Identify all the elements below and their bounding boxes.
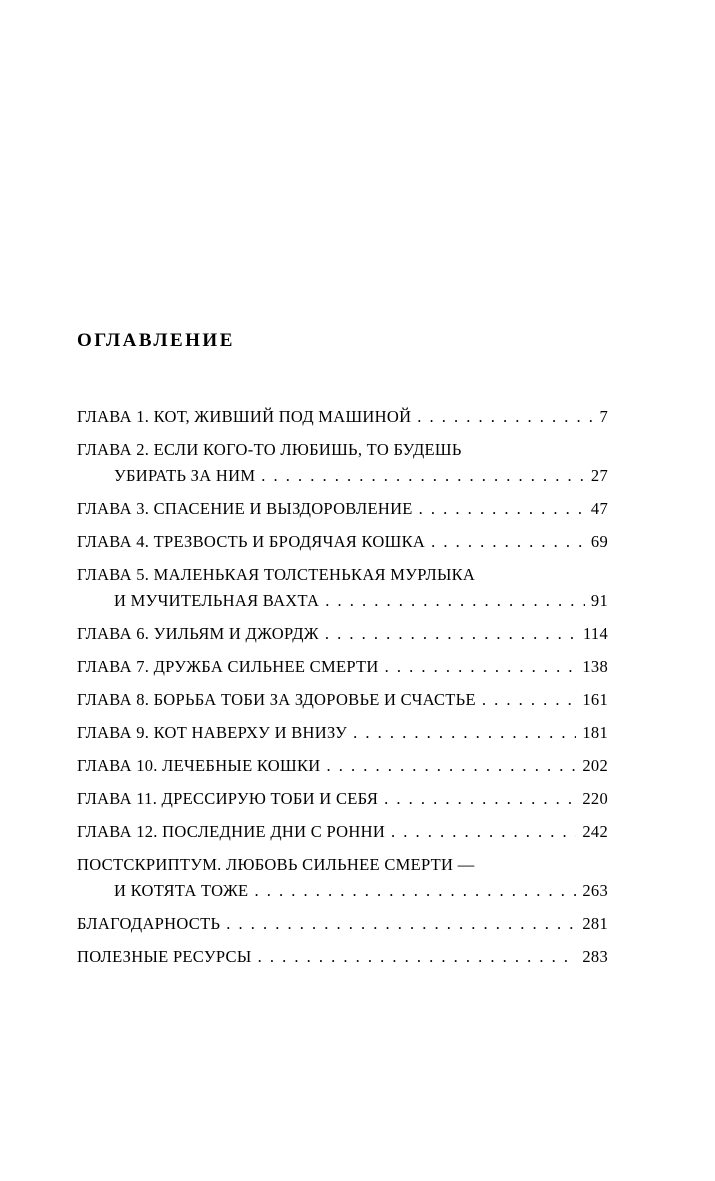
toc-entry-label: ГЛАВА 10. ЛЕЧЕБНЫЕ КОШКИ: [77, 756, 321, 775]
toc-entry[interactable]: [77, 852, 608, 904]
toc-entry-label: ГЛАВА 12. ПОСЛЕДНИЕ ДНИ С РОННИ: [77, 822, 386, 841]
toc-entry-page-number: 283: [582, 947, 608, 966]
toc-entry-label: БЛАГОДАРНОСТЬ: [77, 914, 221, 933]
toc-entry[interactable]: [77, 562, 608, 614]
toc-entry-page-number: 69: [590, 532, 608, 551]
dot-leader: [226, 911, 576, 937]
dot-leader: [325, 621, 577, 647]
toc-entry-label: ГЛАВА 3. СПАСЕНИЕ И ВЫЗДОРОВЛЕНИЕ: [77, 499, 413, 518]
toc-entry[interactable]: [77, 819, 608, 845]
toc-entry-page-number: 27: [590, 466, 608, 485]
toc-entry-page-number: 263: [582, 881, 608, 900]
toc-entry[interactable]: [77, 529, 608, 555]
toc-entry[interactable]: [77, 654, 608, 680]
toc-entry-page-number: 181: [582, 723, 608, 742]
dot-leader: [325, 588, 585, 614]
toc-entry-page-number: 91: [590, 591, 608, 610]
toc-entry-label: ГЛАВА 9. КОТ НАВЕРХУ И ВНИЗУ: [77, 723, 348, 742]
toc-entry[interactable]: [77, 437, 608, 489]
dot-leader: [419, 496, 585, 522]
dot-leader: [431, 529, 585, 555]
toc-entry[interactable]: [77, 687, 608, 713]
toc-entry-page-number: 161: [582, 690, 608, 709]
toc-entry[interactable]: [77, 496, 608, 522]
dot-leader: [327, 753, 577, 779]
toc-entry[interactable]: [77, 911, 608, 937]
toc-entry-label: ПОЛЕЗНЫЕ РЕСУРСЫ: [77, 947, 252, 966]
toc-entry-page-number: 220: [582, 789, 608, 808]
toc-entry-label: ГЛАВА 1. КОТ, ЖИВШИЙ ПОД МАШИНОЙ: [77, 407, 412, 426]
toc-entry[interactable]: [77, 404, 608, 430]
toc-entry-label: ПОСТСКРИПТУМ. ЛЮБОВЬ СИЛЬНЕЕ СМЕРТИ —: [77, 855, 475, 874]
toc-title: ОГЛАВЛЕНИЕ: [77, 330, 235, 351]
toc-entry[interactable]: [77, 720, 608, 746]
toc-entry-label-continuation: И КОТЯТА ТОЖЕ: [114, 881, 249, 900]
toc-entry[interactable]: [77, 944, 608, 970]
dot-leader: [258, 944, 577, 970]
toc-entry-page-number: 202: [582, 756, 608, 775]
toc-entry-label-continuation: УБИРАТЬ ЗА НИМ: [114, 466, 256, 485]
dot-leader: [384, 786, 576, 812]
table-of-contents: [77, 404, 608, 970]
dot-leader: [353, 720, 576, 746]
toc-entry-page-number: 7: [599, 407, 608, 426]
dot-leader: [391, 819, 576, 845]
toc-entry-label: ГЛАВА 2. ЕСЛИ КОГО-ТО ЛЮБИШЬ, ТО БУДЕШЬ: [77, 440, 462, 459]
toc-entry-label-continuation: И МУЧИТЕЛЬНАЯ ВАХТА: [114, 591, 320, 610]
toc-entry[interactable]: [77, 786, 608, 812]
toc-entry-label: ГЛАВА 5. МАЛЕНЬКАЯ ТОЛСТЕНЬКАЯ МУРЛЫКА: [77, 565, 476, 584]
toc-entry-page-number: 281: [582, 914, 608, 933]
toc-entry[interactable]: [77, 621, 608, 647]
toc-entry-label: ГЛАВА 8. БОРЬБА ТОБИ ЗА ЗДОРОВЬЕ И СЧАСТЬЕ: [77, 690, 476, 709]
toc-entry[interactable]: [77, 753, 608, 779]
toc-entry-label: ГЛАВА 11. ДРЕССИРУЮ ТОБИ И СЕБЯ: [77, 789, 379, 808]
dot-leader: [385, 654, 577, 680]
toc-entry-label: ГЛАВА 7. ДРУЖБА СИЛЬНЕЕ СМЕРТИ: [77, 657, 379, 676]
toc-entry-label: ГЛАВА 4. ТРЕЗВОСТЬ И БРОДЯЧАЯ КОШКА: [77, 532, 426, 551]
dot-leader: [482, 687, 577, 713]
toc-entry-page-number: 138: [582, 657, 608, 676]
toc-entry-label: ГЛАВА 6. УИЛЬЯМ И ДЖОРДЖ: [77, 624, 319, 643]
toc-entry-page-number: 114: [582, 624, 608, 643]
dot-leader: [254, 878, 576, 904]
dot-leader: [261, 463, 585, 489]
toc-entry-page-number: 47: [590, 499, 608, 518]
toc-entry-page-number: 242: [582, 822, 608, 841]
dot-leader: [417, 404, 592, 430]
